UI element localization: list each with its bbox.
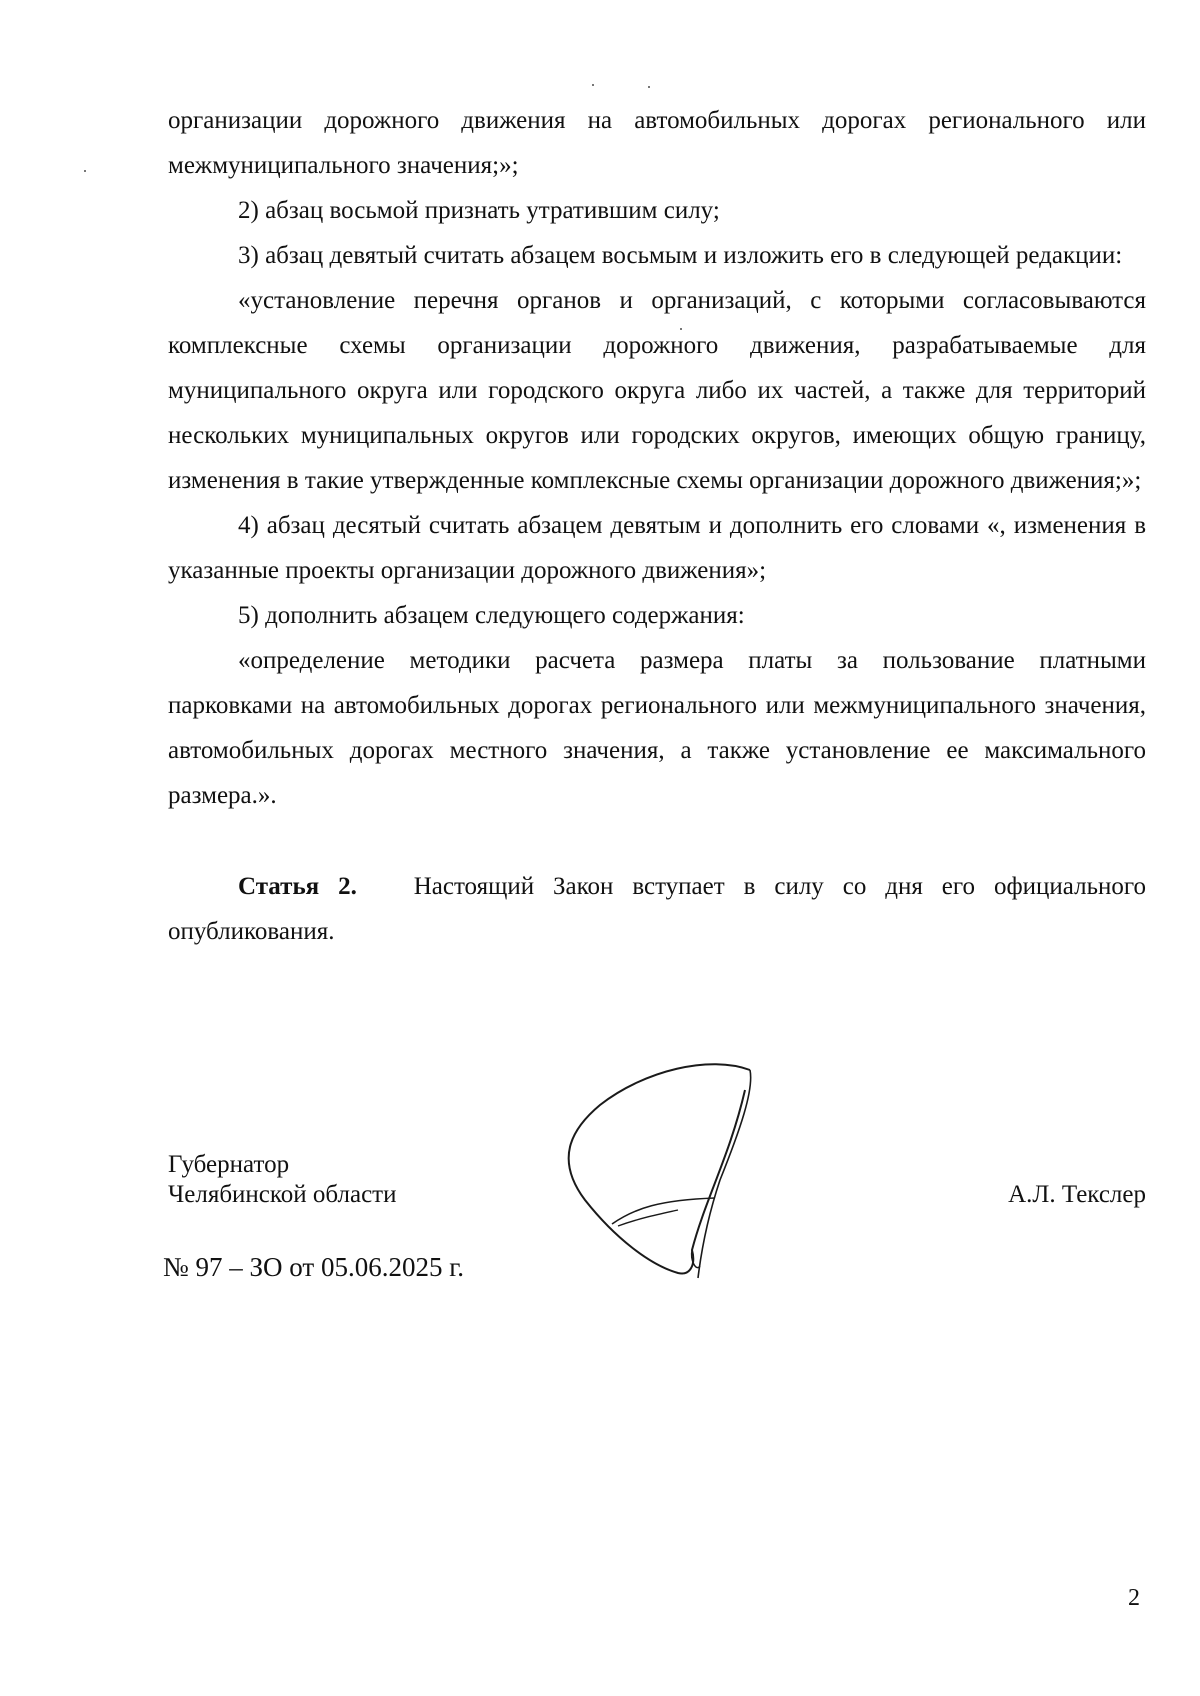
scan-speck xyxy=(592,84,594,86)
governor-title-line1: Губернатор xyxy=(168,1151,290,1178)
governor-title xyxy=(168,1150,396,1210)
paragraph-item-3: 3) абзац девятый считать абзацем восьмым и изложить его в следующей редакции: xyxy=(238,242,1123,269)
article-label: Статья 2. xyxy=(238,873,357,900)
article-text: Настоящий Закон вступает в силу со дня его официального опубликования. xyxy=(168,873,1147,945)
law-text xyxy=(168,98,1146,954)
scan-speck xyxy=(84,170,86,172)
handwritten-signature xyxy=(540,1060,770,1290)
page-number: 2 xyxy=(1128,1585,1140,1611)
article-2 xyxy=(168,864,1146,954)
paragraph-item-5: 5) дополнить абзацем следующего содержания: xyxy=(238,602,745,629)
document-number: № 97 – ЗО от 05.06.2025 г. xyxy=(163,1252,465,1282)
paragraph-item-4: 4) абзац десятый считать абзацем девятым и дополнить его словами «, изменения в указанные проекты организации дорожного движения»; xyxy=(168,512,1146,584)
paragraph-item-2: 2) абзац восьмой признать утратившим силу; xyxy=(238,197,720,224)
paragraph-quote-2: «определение методики расчета размера платы за пользование платными парковками на автомобильных дорогах регионального или межмуниципального значения, автомобильных дорогах местного значения, а также установление ее максимального размера.». xyxy=(168,647,1146,809)
governor-title-line2: Челябинской области xyxy=(168,1181,397,1208)
paragraph-continuation: организации дорожного движения на автомобильных дорогах регионального или межмуниципального значения;»; xyxy=(168,107,1146,179)
signer-name: А.Л. Текслер xyxy=(1008,1181,1146,1208)
paragraph-quote-1: «установление перечня органов и организаций, с которыми согласовываются комплексные схемы организации дорожного движения, разрабатываемые для муниципального округа или городского округа либо их частей, а также для территорий нескольких муниципальных округов или городских округов, имеющих общую границу, изменения в такие утвержденные комплексные схемы организации дорожного движения;»; xyxy=(168,287,1146,494)
scan-speck xyxy=(648,86,650,88)
